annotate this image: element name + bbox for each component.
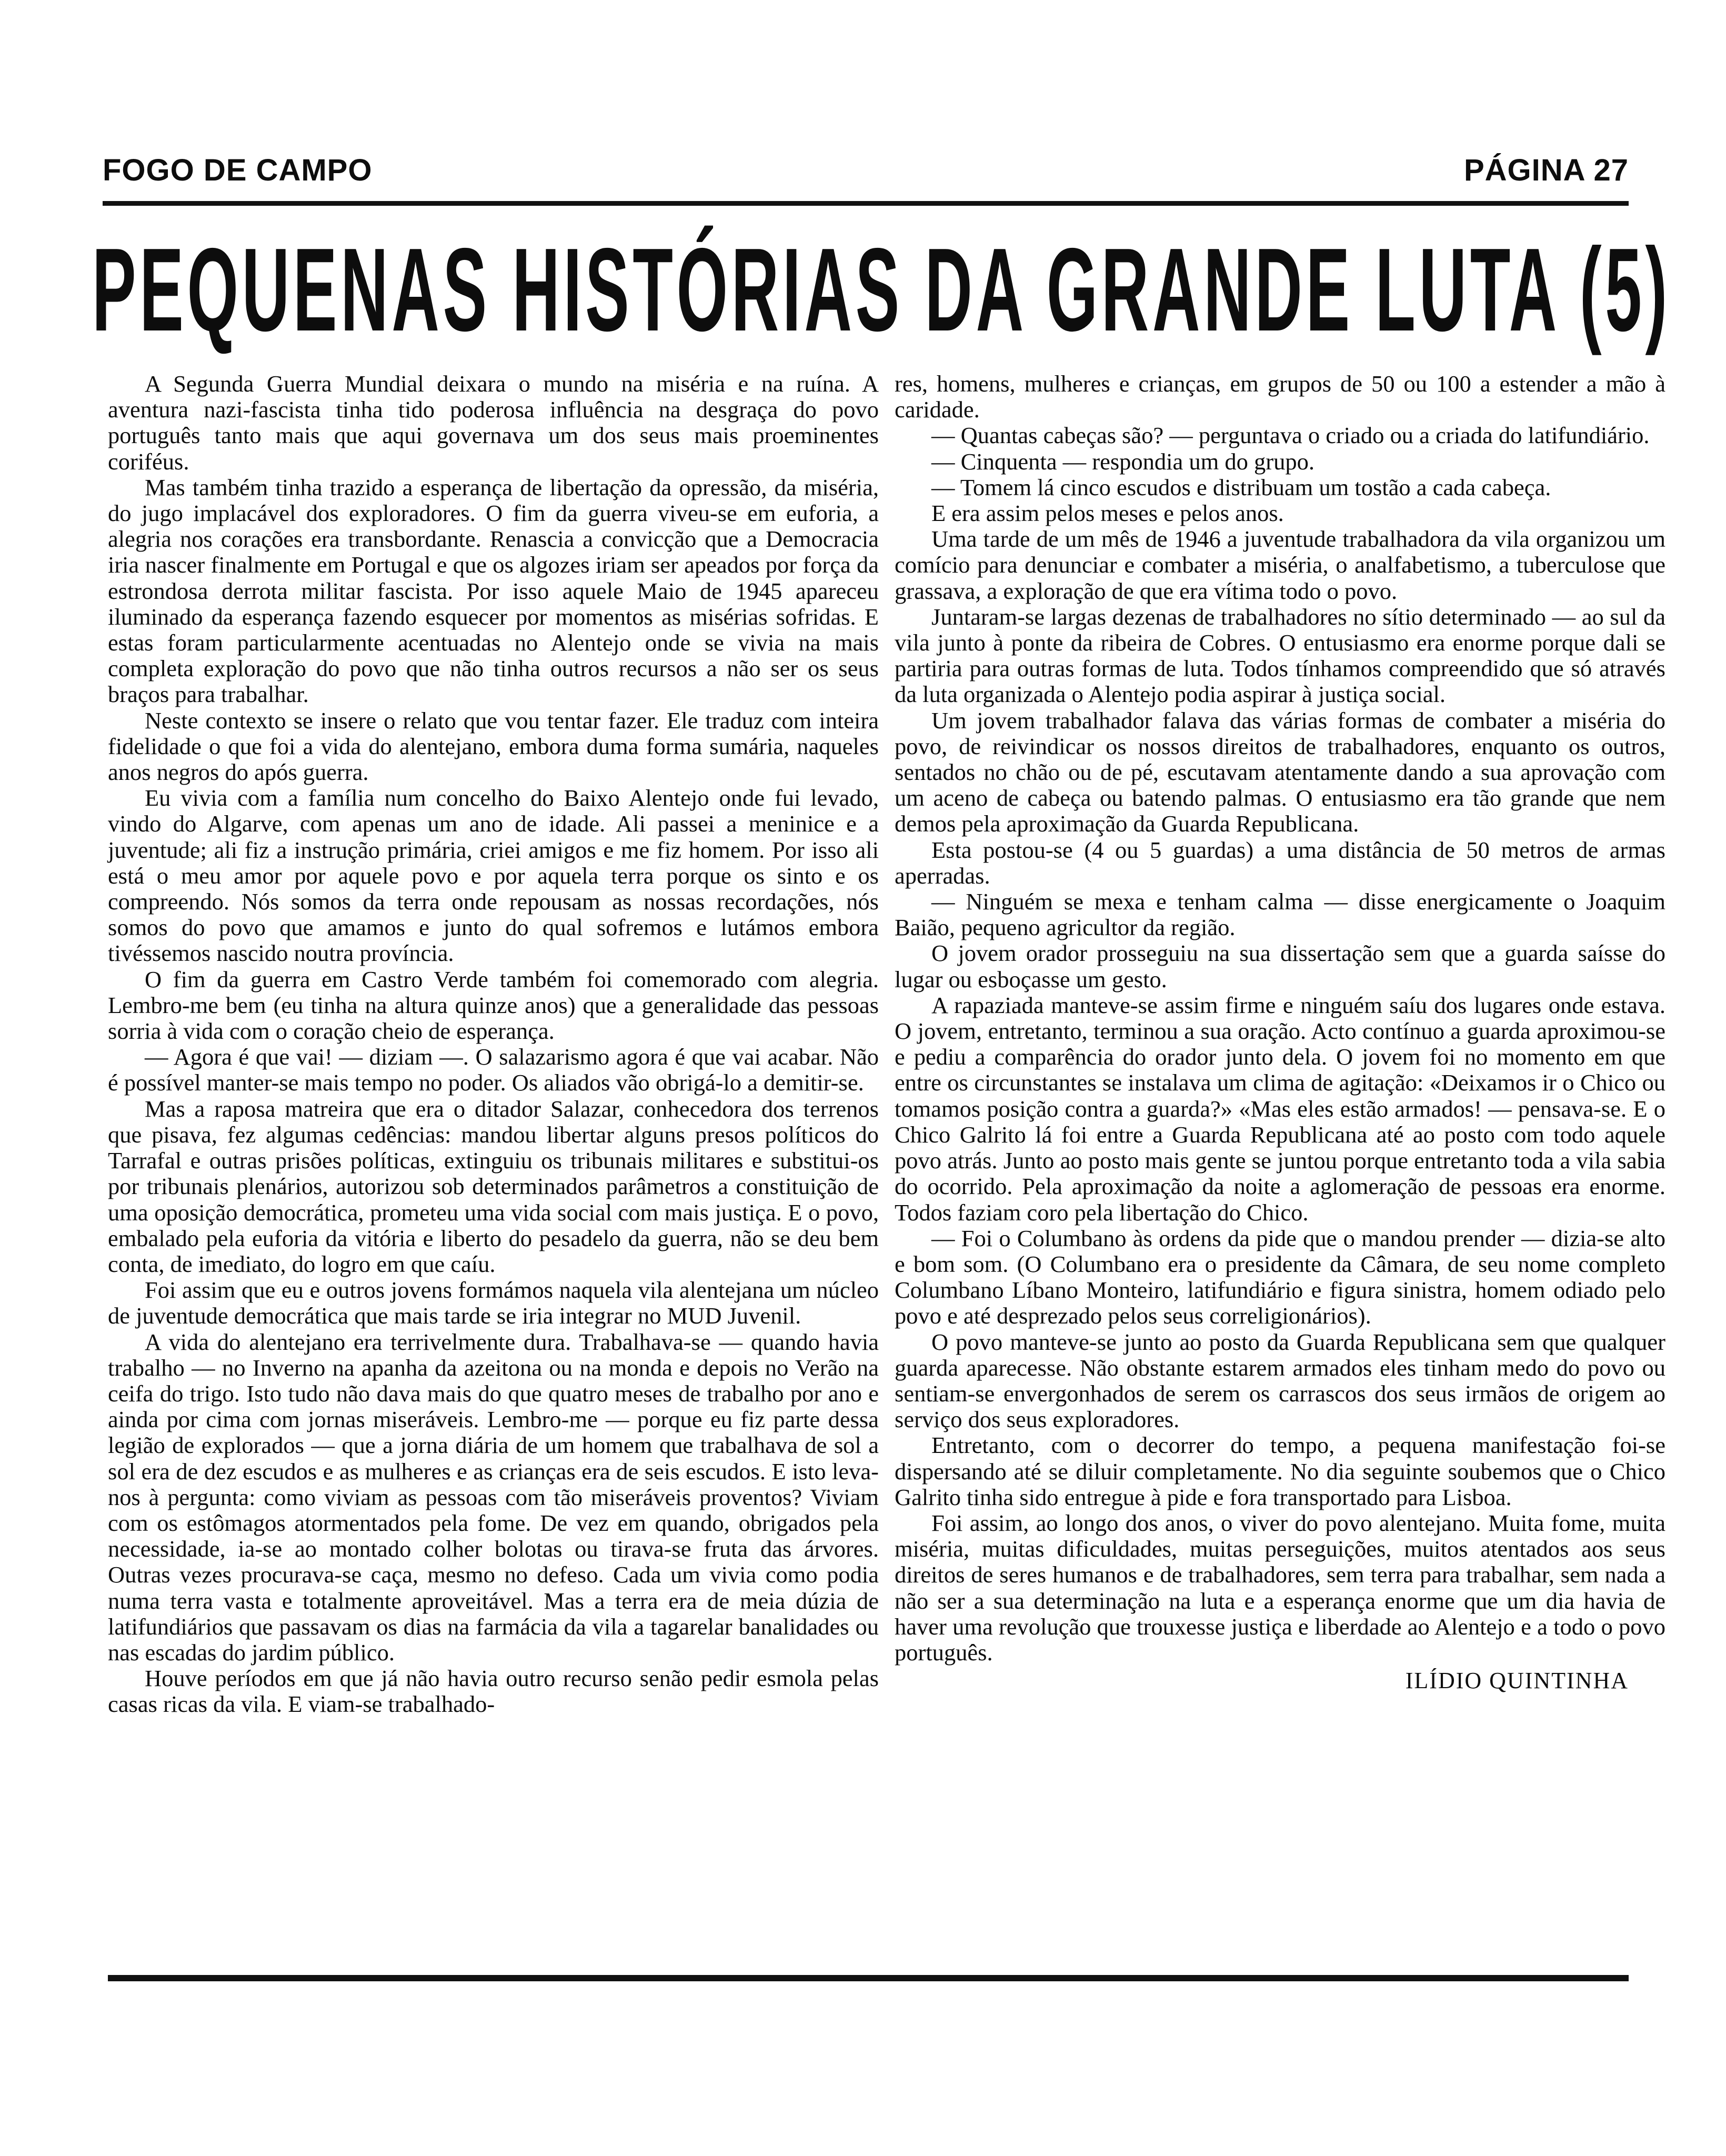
paragraph: E era assim pelos meses e pelos anos.: [931, 500, 1284, 527]
paragraph-continuation: res, homens, mulheres e crianças, em grupos de 50 ou 100 a estender a mão à caridade.: [895, 370, 1665, 423]
paragraph: Entretanto, com o decorrer do tempo, a pequena manifestação foi-se dispersando até se diluir completamente. No dia seguinte soubemos que o Chico Galrito tinha sido entregue à pide e fora transportado para Lisboa.: [895, 1432, 1665, 1510]
footer-rule: [108, 1975, 1629, 1981]
paragraph: Houve períodos em que já não havia outro recurso senão pedir esmola pelas casas ricas da vila. E viam-se trabalhado-: [108, 1665, 879, 1718]
paragraph: — Ninguém se mexa e tenham calma — disse energicamente o Joaquim Baião, pequeno agricultor da região.: [895, 888, 1665, 941]
section-name: FOGO DE CAMPO: [103, 153, 373, 187]
paragraph: Foi assim que eu e outros jovens formámos naquela vila alentejana um núcleo de juventude democrática que mais tarde se iria integrar no MUD Juvenil.: [108, 1277, 879, 1329]
paragraph: A rapaziada manteve-se assim firme e ninguém saíu dos lugares onde estava. O jovem, entretanto, terminou a sua oração. Acto contínuo a guarda aproximou-se e pediu a comparência do orador junto dela. O jovem foi no momento em que entre os circunstantes se instalava um clima de agitação: «Deixamos ir o Chico ou tomamos posição contra a guarda?» «Mas eles estão armados! — pensava-se. E o Chico Galrito lá foi entre a Guarda Republicana até ao posto com todo aquele povo atrás. Junto ao posto mais gente se juntou porque entretanto toda a vila sabia do ocorrido. Pela aproximação da noite a aglomeração de pessoas era enorme. Todos faziam coro pela libertação do Chico.: [895, 991, 1665, 1226]
paragraph: — Quantas cabeças são? — perguntava o criado ou a criada do latifundiário.: [931, 422, 1650, 449]
header-rule: [103, 201, 1629, 206]
article-column-left: [108, 371, 879, 1718]
article-headline: [92, 210, 1671, 368]
paragraph: Neste contexto se insere o relato que vou tentar fazer. Ele traduz com inteira fidelidade o que foi a vida do alentejano, embora duma forma sumária, naqueles anos negros do após guerra.: [108, 707, 879, 786]
paragraph: Foi assim, ao longo dos anos, o viver do povo alentejano. Muita fome, muita miséria, muitas dificuldades, muitas perseguições, muitos atentados aos seus direitos de seres humanos e de trabalhadores, sem terra para trabalhar, sem nada a não ser a sua determinação na luta e a esperança enorme que um dia havia de haver uma revolução que trouxesse justiça e liberdade ao Alentejo e a todo o povo português.: [895, 1509, 1665, 1666]
paragraph: Mas a raposa matreira que era o ditador Salazar, conhecedora dos terrenos que pisava, fez algumas cedências: mandou libertar alguns presos políticos do Tarrafal e outras prisões políticas, extinguiu os tribunais militares e substitui-os por tribunais plenários, autorizou sob determinados parâmetros a constituição de uma oposição democrática, prometeu uma vida social com mais justiça. E o povo, embalado pela euforia da vitória e liberto do pesadelo da guerra, não se deu bem conta, de imediato, do logro em que caíu.: [108, 1095, 879, 1277]
paragraph: O fim da guerra em Castro Verde também foi comemorado com alegria. Lembro-me bem (eu tinha na altura quinze anos) que a generalidade das pessoas sorria à vida com o coração cheio de esperança.: [108, 966, 879, 1045]
paragraph: O povo manteve-se junto ao posto da Guarda Republicana sem que qualquer guarda aparecesse. Não obstante estarem armados eles tinham medo do povo ou sentiam-se envergonhados de serem os carrascos dos seus irmãos de origem ao serviço dos seus exploradores.: [895, 1328, 1665, 1433]
author-signature: ILÍDIO QUINTINHA: [1405, 1668, 1629, 1694]
paragraph: Eu vivia com a família num concelho do Baixo Alentejo onde fui levado, vindo do Algarve, com apenas um ano de idade. Ali passei a meninice e a juventude; ali fiz a instrução primária, criei amigos e me fiz homem. Por isso ali está o meu amor por aquele povo e por aquela terra porque os sinto e os compreendo. Nós somos da terra onde repousam as nossas recordações, nós somos do povo que amamos e junto do qual sofremos e lutámos embora tivéssemos nascido noutra província.: [108, 785, 879, 967]
paragraph: Um jovem trabalhador falava das várias formas de combater a miséria do povo, de reivindicar os nossos direitos de trabalhadores, enquanto os outros, sentados no chão ou de pé, escutavam atentamente dando a sua aprovação com um aceno de cabeça ou batendo palmas. O entusiasmo era tão grande que nem demos pela aproximação da Guarda Republicana.: [895, 707, 1665, 837]
paragraph: Esta postou-se (4 ou 5 guardas) a uma distância de 50 metros de armas aperradas.: [895, 836, 1665, 889]
article-column-right: [895, 371, 1665, 1693]
paragraph: — Tomem lá cinco escudos e distribuam um tostão a cada cabeça.: [931, 474, 1551, 500]
paragraph: — Agora é que vai! — diziam —. O salazarismo agora é que vai acabar. Não é possível manter-se mais tempo no poder. Os aliados vão obrigá-lo a demitir-se.: [108, 1044, 879, 1096]
paragraph: Juntaram-se largas dezenas de trabalhadores no sítio determinado — ao sul da vila junto à ponte da ribeira de Cobres. O entusiasmo era enorme porque dali se partiria para outras formas de luta. Todos tínhamos compreendido que só através da luta organizada o Alentejo podia aspirar à justiça social.: [895, 603, 1665, 708]
paragraph: Mas também tinha trazido a esperança de libertação da opressão, da miséria, do jugo implacável dos exploradores. O fim da guerra viveu-se em euforia, a alegria nos corações era transbordante. Renascia a convicção que a Democracia iria nascer finalmente em Portugal e que os algozes iriam ser apeados por força da estrondosa derrota militar fascista. Por isso aquele Maio de 1945 apareceu iluminado da esperança fazendo esquecer por momentos as misérias sofridas. E estas foram particularmente acentuadas no Alentejo onde se vivia na mais completa exploração do povo que não tinha outros recursos a não ser os seus braços para trabalhar.: [108, 474, 879, 708]
paragraph: A Segunda Guerra Mundial deixara o mundo na miséria e na ruína. A aventura nazi-fascista tinha tido poderosa influência na desgraça do povo português tanto mais que aqui governava um dos seus mais proeminentes coriféus.: [108, 370, 879, 475]
headline-text: PEQUENAS HISTÓRIAS DA GRANDE LUTA (5): [92, 223, 1671, 356]
paragraph: A vida do alentejano era terrivelmente dura. Trabalhava-se — quando havia trabalho — no Inverno na apanha da azeitona ou na monda e depois no Verão na ceifa do trigo. Isto tudo não dava mais do que quatro meses de trabalho por ano e ainda por cima com jornas miseráveis. Lembro-me — porque eu fiz parte dessa legião de explorados — que a jorna diária de um homem que trabalhava de sol a sol era de dez escudos e as mulheres e as crianças era de seis escudos. E isto leva-nos à pergunta: como viviam as pessoas com tão miseráveis proventos? Viviam com os estômagos atormentados pela fome. De vez em quando, obrigados pela necessidade, ia-se ao montado colher bolotas ou tirava-se fruta das árvores. Outras vezes procurava-se caça, mesmo no defeso. Cada um vivia como podia numa terra vasta e totalmente aproveitável. Mas a terra era de meia dúzia de latifundiários que passavam os dias na farmácia da vila a tagarelar banalidades ou nas escadas do jardim público.: [108, 1328, 879, 1666]
paragraph: O jovem orador prosseguiu na sua dissertação sem que a guarda saísse do lugar ou esboçasse um gesto.: [895, 940, 1665, 992]
paragraph: — Cinquenta — respondia um do grupo.: [931, 448, 1314, 475]
page-header: [103, 153, 1629, 195]
page-number: PÁGINA 27: [1463, 153, 1629, 187]
paragraph: — Foi o Columbano às ordens da pide que o mandou prender — dizia-se alto e bom som. (O Columbano era o presidente da Câmara, de seu nome completo Columbano Líbano Monteiro, latifundiário e figura sinistra, homem odiado pelo povo e até desprezado pelos seus correligionários).: [895, 1225, 1665, 1329]
paragraph: Uma tarde de um mês de 1946 a juventude trabalhadora da vila organizou um comício para denunciar e combater a miséria, o analfabetismo, a tuberculose que grassava, a exploração de que era vítima todo o povo.: [895, 526, 1665, 604]
